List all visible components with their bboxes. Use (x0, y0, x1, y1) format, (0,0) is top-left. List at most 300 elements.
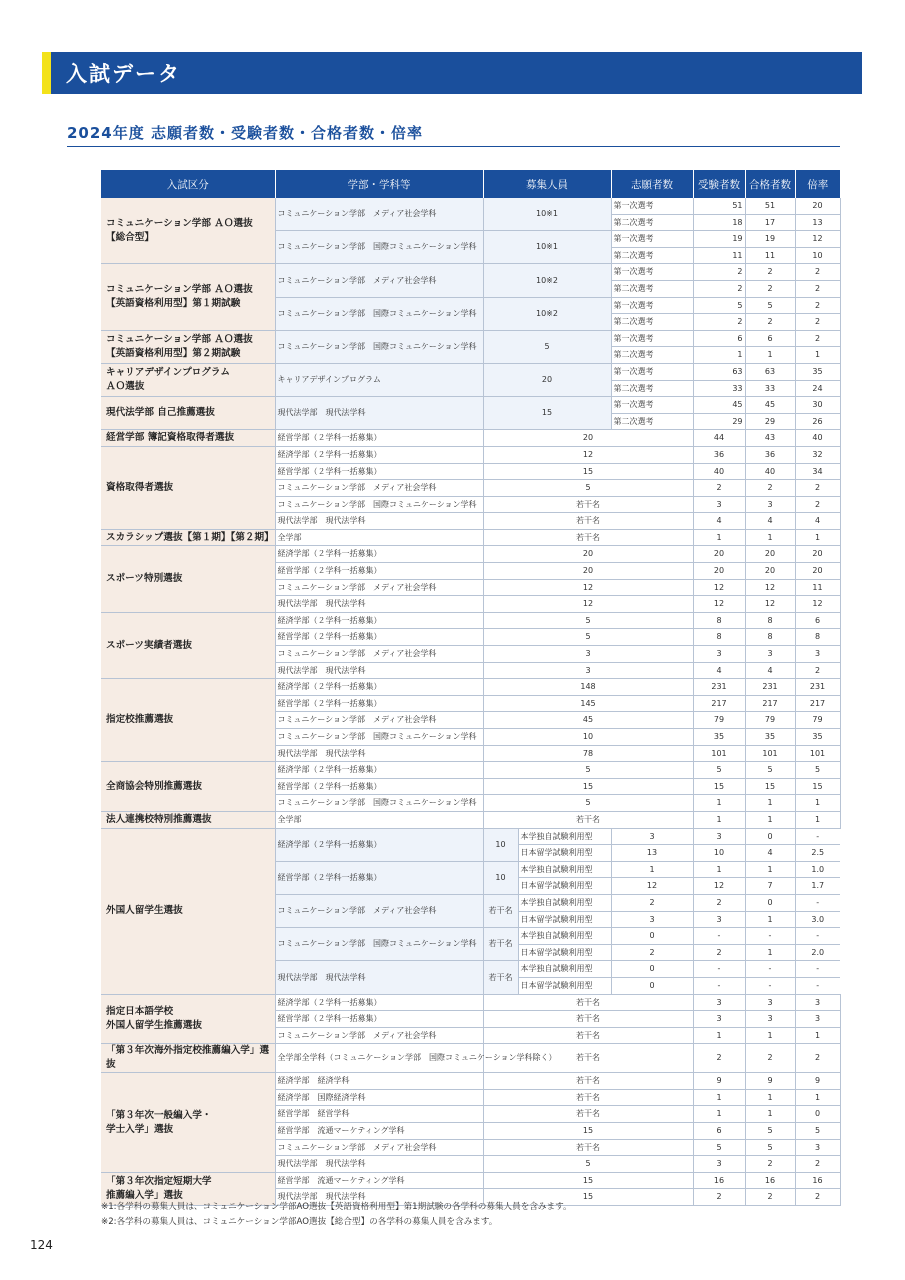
header-accent (42, 52, 51, 94)
dept-cell: 経済学部（２学科一括募集） (275, 994, 483, 1011)
capacity-cell: 若干名 (483, 1106, 693, 1123)
examinees-cell: 3 (745, 496, 795, 513)
capacity-cell: 若干名 (483, 513, 693, 530)
table-row (101, 1172, 840, 1189)
capacity-cell: 12 (483, 446, 693, 463)
dept-cell: 現代法学部 現代法学科 (275, 1189, 483, 1206)
footnote-2: ※2:各学科の募集人員は、コミュニケーション学部AO選抜【総合型】の各学科の募集人員を含みます。 (101, 1217, 498, 1227)
examinees-cell: 4 (745, 662, 795, 679)
admissions-table (101, 170, 840, 1206)
passed-cell: 24 (795, 380, 840, 397)
dept-cell: 経営学部（２学科一括募集） (275, 778, 483, 795)
applicants-cell: 8 (693, 612, 745, 629)
examinees-cell: 6 (745, 330, 795, 347)
category-label: 現代法学部 自己推薦選抜 (101, 397, 275, 430)
examinees-cell: 12 (745, 579, 795, 596)
footnotes (101, 1200, 572, 1230)
table-row (101, 762, 840, 779)
ratio-cell: - (795, 894, 840, 911)
examinees-cell: 40 (745, 463, 795, 480)
passed-cell: 35 (795, 363, 840, 380)
examinees-cell: 231 (745, 679, 795, 696)
dept-cell: 経営学部（２学科一括募集） (275, 1011, 483, 1028)
applicants-cell: 3 (693, 646, 745, 663)
passed-cell: 1 (795, 795, 840, 812)
capacity-cell: 20 (483, 430, 693, 447)
applicants-cell: 1 (693, 1027, 745, 1044)
capacity-cell: 若干名 (483, 1011, 693, 1028)
passed-cell: 15 (795, 778, 840, 795)
applicants-cell: 5 (693, 1139, 745, 1156)
examinees-cell: - (693, 977, 745, 994)
category-label: 指定日本語学校 外国人留学生推薦選抜 (101, 994, 275, 1044)
category-label: 「第３年次海外指定校推薦編入学」選抜 (101, 1044, 275, 1073)
examinees-cell: 11 (745, 247, 795, 264)
examinees-cell: 12 (745, 596, 795, 613)
ratio-cell: - (795, 928, 840, 945)
passed-cell: 9 (795, 1073, 840, 1090)
capacity-cell: 5 (483, 762, 693, 779)
examinees-cell: 101 (745, 745, 795, 762)
applicants-cell: 20 (693, 563, 745, 580)
stage-cell: 第二次選考 (611, 214, 693, 231)
capacity-cell: 10 (483, 729, 693, 746)
stage-cell: 第二次選考 (611, 280, 693, 297)
capacity-cell: 10 (483, 828, 518, 861)
dept-cell: 現代法学部 現代法学科 (275, 662, 483, 679)
table-row (101, 330, 840, 347)
section-title-rule (67, 146, 840, 147)
dept-cell: 全学部全学科（コミュニケーション学部 国際コミュニケーション学科除く） (275, 1044, 483, 1073)
dept-cell: 経営学部 経営学科 (275, 1106, 483, 1123)
capacity-cell: 5 (483, 629, 693, 646)
category-label: スカラシップ選抜【第１期】【第２期】 (101, 529, 275, 546)
passed-cell: 11 (795, 579, 840, 596)
capacity-cell: 3 (483, 646, 693, 663)
dept-cell: 経営学部（２学科一括募集） (275, 563, 483, 580)
passed-cell: 2 (795, 1044, 840, 1073)
dept-cell: 全学部 (275, 811, 483, 828)
capacity-cell: 5 (483, 612, 693, 629)
examinees-cell: 43 (745, 430, 795, 447)
examinees-cell: 2 (745, 480, 795, 497)
capacity-cell: 若干名 (483, 811, 693, 828)
applicants-cell: 16 (693, 1172, 745, 1189)
table-header-row (101, 170, 840, 198)
dept-cell: コミュニケーション学部 メディア社会学科 (275, 264, 483, 297)
applicants-cell: 3 (611, 828, 693, 845)
examinees-cell: 2 (693, 894, 745, 911)
examinees-cell: 8 (745, 629, 795, 646)
table-row (101, 828, 840, 845)
applicants-cell: 6 (693, 330, 745, 347)
dept-cell: コミュニケーション学部 国際コミュニケーション学科 (275, 729, 483, 746)
stage-cell: 第二次選考 (611, 413, 693, 430)
examinees-cell: 1 (745, 1027, 795, 1044)
capacity-cell: 若干名 (483, 1139, 693, 1156)
capacity-cell: 若干名 (483, 1044, 693, 1073)
category-label: 指定校推薦選抜 (101, 679, 275, 762)
applicants-cell: 44 (693, 430, 745, 447)
examinees-cell: 5 (745, 762, 795, 779)
applicants-cell: 36 (693, 446, 745, 463)
examinees-cell: 1 (745, 1089, 795, 1106)
examinees-cell: 79 (745, 712, 795, 729)
passed-cell: 3 (795, 646, 840, 663)
examinees-cell: 3 (693, 828, 745, 845)
capacity-cell: 5 (483, 480, 693, 497)
capacity-cell: 若干名 (483, 1027, 693, 1044)
page-number: 124 (30, 1238, 53, 1252)
capacity-cell: 15 (483, 397, 611, 430)
applicants-cell: 1 (693, 347, 745, 364)
applicants-cell: 1 (693, 1106, 745, 1123)
capacity-cell: 20 (483, 546, 693, 563)
capacity-cell: 10※1 (483, 231, 611, 264)
capacity-cell: 若干名 (483, 1089, 693, 1106)
examinees-cell: 3 (745, 646, 795, 663)
stage-cell: 第一次選考 (611, 363, 693, 380)
applicants-cell: 3 (693, 496, 745, 513)
passed-cell: 2 (795, 314, 840, 331)
col-header-ratio: 倍率 (795, 170, 840, 198)
col-header-applicants: 志願者数 (611, 170, 693, 198)
examinees-cell: 1 (745, 795, 795, 812)
applicants-cell: 18 (693, 214, 745, 231)
capacity-cell: 15 (483, 1189, 693, 1206)
page-title: 入試データ (66, 62, 181, 86)
examinees-cell: 33 (745, 380, 795, 397)
stage-cell: 第二次選考 (611, 347, 693, 364)
examinees-cell: 16 (745, 1172, 795, 1189)
table-row (101, 679, 840, 696)
passed-cell: 2 (795, 330, 840, 347)
capacity-cell: 10※2 (483, 297, 611, 330)
dept-cell: 経済学部（２学科一括募集） (275, 546, 483, 563)
examinees-cell: 12 (693, 878, 745, 895)
category-label: 外国人留学生選抜 (101, 828, 275, 994)
passed-cell: 3 (795, 1011, 840, 1028)
examinees-cell: 5 (745, 297, 795, 314)
applicants-cell: 35 (693, 729, 745, 746)
passed-cell: 1 (745, 911, 795, 928)
table-body (101, 198, 840, 1206)
dept-cell: コミュニケーション学部 メディア社会学科 (275, 579, 483, 596)
capacity-cell: 若干名 (483, 961, 518, 994)
dept-cell: 経済学部（２学科一括募集） (275, 762, 483, 779)
passed-cell: 4 (795, 513, 840, 530)
examinees-cell: 5 (745, 1123, 795, 1140)
dept-cell: 経済学部（２学科一括募集） (275, 679, 483, 696)
stage-cell: 第一次選考 (611, 198, 693, 214)
examinees-cell: 10 (693, 845, 745, 862)
applicants-cell: 3 (693, 1011, 745, 1028)
passed-cell: 20 (795, 198, 840, 214)
dept-cell: 経営学部（２学科一括募集） (275, 463, 483, 480)
table-row (101, 1044, 840, 1073)
examinees-cell: 2 (745, 264, 795, 281)
ratio-cell: 1.7 (795, 878, 840, 895)
capacity-cell: 5 (483, 1156, 693, 1173)
dept-cell: 経営学部（２学科一括募集） (275, 629, 483, 646)
examinees-cell: 2 (693, 944, 745, 961)
examinees-cell: 2 (745, 314, 795, 331)
stage-cell: 第一次選考 (611, 330, 693, 347)
examinees-cell: 20 (745, 563, 795, 580)
capacity-cell: 10 (483, 861, 518, 894)
capacity-cell: 15 (483, 778, 693, 795)
applicants-cell: 2 (693, 280, 745, 297)
examinees-cell: 9 (745, 1073, 795, 1090)
applicants-cell: 15 (693, 778, 745, 795)
dept-cell: コミュニケーション学部 メディア社会学科 (275, 1139, 483, 1156)
passed-cell: 1 (745, 861, 795, 878)
examinees-cell: 3 (745, 1011, 795, 1028)
category-label: コミュニケーション学部 ＡＯ選抜 【総合型】 (101, 198, 275, 264)
passed-cell: 32 (795, 446, 840, 463)
capacity-cell: 78 (483, 745, 693, 762)
capacity-cell: 3 (483, 662, 693, 679)
passed-cell: 8 (795, 629, 840, 646)
examinees-cell: 3 (745, 994, 795, 1011)
applicants-cell: 2 (611, 944, 693, 961)
category-label: キャリアデザインプログラム ＡＯ選抜 (101, 363, 275, 396)
examinees-cell: 1 (745, 1106, 795, 1123)
passed-cell: 1 (795, 347, 840, 364)
examinees-cell: 35 (745, 729, 795, 746)
exam-type-cell: 本学独自試験利用型 (518, 928, 611, 945)
passed-cell: 10 (795, 247, 840, 264)
capacity-cell: 20 (483, 563, 693, 580)
passed-cell: 0 (745, 894, 795, 911)
examinees-cell: 1 (745, 347, 795, 364)
examinees-cell: 45 (745, 397, 795, 414)
applicants-cell: 19 (693, 231, 745, 248)
capacity-cell: 15 (483, 1172, 693, 1189)
dept-cell: 現代法学部 現代法学科 (275, 513, 483, 530)
passed-cell: 12 (795, 231, 840, 248)
applicants-cell: 5 (693, 762, 745, 779)
applicants-cell: 33 (693, 380, 745, 397)
applicants-cell: 1 (693, 529, 745, 546)
applicants-cell: 51 (693, 198, 745, 214)
category-label: 資格取得者選抜 (101, 446, 275, 529)
capacity-cell: 15 (483, 463, 693, 480)
passed-cell: - (745, 928, 795, 945)
category-label: コミュニケーション学部 ＡＯ選抜 【英語資格利用型】第１期試験 (101, 264, 275, 330)
category-label: 「第３年次指定短期大学 推薦編入学」選抜 (101, 1172, 275, 1205)
dept-cell: キャリアデザインプログラム (275, 363, 483, 396)
applicants-cell: 1 (693, 1089, 745, 1106)
passed-cell: 4 (745, 845, 795, 862)
passed-cell: - (745, 961, 795, 978)
applicants-cell: 12 (693, 579, 745, 596)
applicants-cell: 231 (693, 679, 745, 696)
capacity-cell: 12 (483, 579, 693, 596)
dept-cell: コミュニケーション学部 国際コミュニケーション学科 (275, 297, 483, 330)
dept-cell: 現代法学部 現代法学科 (275, 961, 483, 994)
capacity-cell: 148 (483, 679, 693, 696)
dept-cell: 全学部 (275, 529, 483, 546)
ratio-cell: - (795, 828, 840, 845)
applicants-cell: 3 (693, 1156, 745, 1173)
capacity-cell: 若干名 (483, 529, 693, 546)
applicants-cell: 12 (693, 596, 745, 613)
applicants-cell: 4 (693, 513, 745, 530)
dept-cell: 経営学部（２学科一括募集） (275, 695, 483, 712)
examinees-cell: 4 (745, 513, 795, 530)
passed-cell: 2 (795, 662, 840, 679)
dept-cell: コミュニケーション学部 国際コミュニケーション学科 (275, 928, 483, 961)
applicants-cell: 29 (693, 413, 745, 430)
applicants-cell: 0 (611, 961, 693, 978)
col-header-dept: 学部・学科等 (275, 170, 483, 198)
applicants-cell: 45 (693, 397, 745, 414)
table-row (101, 546, 840, 563)
stage-cell: 第一次選考 (611, 397, 693, 414)
applicants-cell: 12 (611, 878, 693, 895)
passed-cell: 20 (795, 563, 840, 580)
dept-cell: コミュニケーション学部 国際コミュニケーション学科 (275, 231, 483, 264)
dept-cell: 経済学部（２学科一括募集） (275, 612, 483, 629)
capacity-cell: 若干名 (483, 496, 693, 513)
passed-cell: 40 (795, 430, 840, 447)
applicants-cell: 3 (611, 911, 693, 928)
applicants-cell: 2 (693, 1189, 745, 1206)
examinees-cell: 29 (745, 413, 795, 430)
category-label: 全商協会特別推薦選抜 (101, 762, 275, 812)
passed-cell: 0 (795, 1106, 840, 1123)
applicants-cell: 3 (693, 994, 745, 1011)
passed-cell: 5 (795, 1123, 840, 1140)
dept-cell: コミュニケーション学部 メディア社会学科 (275, 712, 483, 729)
category-label: コミュニケーション学部 ＡＯ選抜 【英語資格利用型】第２期試験 (101, 330, 275, 363)
passed-cell: 30 (795, 397, 840, 414)
passed-cell: 101 (795, 745, 840, 762)
dept-cell: コミュニケーション学部 メディア社会学科 (275, 198, 483, 231)
exam-type-cell: 本学独自試験利用型 (518, 828, 611, 845)
passed-cell: 79 (795, 712, 840, 729)
category-label: 「第３年次一般編入学・ 学士入学」選抜 (101, 1073, 275, 1173)
applicants-cell: 2 (693, 314, 745, 331)
ratio-cell: 3.0 (795, 911, 840, 928)
passed-cell: 7 (745, 878, 795, 895)
applicants-cell: 1 (611, 861, 693, 878)
dept-cell: 経済学部（２学科一括募集） (275, 446, 483, 463)
dept-cell: コミュニケーション学部 国際コミュニケーション学科 (275, 330, 483, 363)
dept-cell: 経営学部 流通マーケティング学科 (275, 1172, 483, 1189)
passed-cell: 1 (795, 1089, 840, 1106)
examinees-cell: 17 (745, 214, 795, 231)
ratio-cell: - (795, 977, 840, 994)
stage-cell: 第一次選考 (611, 231, 693, 248)
passed-cell: 13 (795, 214, 840, 231)
footnote-1: ※1:各学科の募集人員は、コミュニケーション学部AO選抜【英語資格利用型】第1期試験の各学科の募集人員を含みます。 (101, 1202, 572, 1212)
passed-cell: 2 (795, 1189, 840, 1206)
passed-cell: 12 (795, 596, 840, 613)
passed-cell: 35 (795, 729, 840, 746)
examinees-cell: 1 (745, 811, 795, 828)
passed-cell: 3 (795, 994, 840, 1011)
passed-cell: 2 (795, 1156, 840, 1173)
stage-cell: 第二次選考 (611, 314, 693, 331)
col-header-category: 入試区分 (101, 170, 275, 198)
passed-cell: 26 (795, 413, 840, 430)
dept-cell: 現代法学部 現代法学科 (275, 745, 483, 762)
table-row (101, 446, 840, 463)
col-header-capacity: 募集人員 (483, 170, 611, 198)
category-label: スポーツ実績者選抜 (101, 612, 275, 678)
table-row (101, 198, 840, 214)
passed-cell: 0 (745, 828, 795, 845)
passed-cell: 2 (795, 297, 840, 314)
applicants-cell: 2 (693, 1044, 745, 1073)
examinees-cell: 5 (745, 1139, 795, 1156)
exam-type-cell: 日本留学試験利用型 (518, 911, 611, 928)
passed-cell: 2 (795, 264, 840, 281)
ratio-cell: 2.5 (795, 845, 840, 862)
col-header-passed: 合格者数 (745, 170, 795, 198)
examinees-cell: 2 (745, 1156, 795, 1173)
ratio-cell: 2.0 (795, 944, 840, 961)
examinees-cell: - (693, 928, 745, 945)
applicants-cell: 11 (693, 247, 745, 264)
passed-cell: 2 (795, 480, 840, 497)
examinees-cell: 19 (745, 231, 795, 248)
exam-type-cell: 日本留学試験利用型 (518, 878, 611, 895)
dept-cell: 現代法学部 現代法学科 (275, 397, 483, 430)
applicants-cell: 40 (693, 463, 745, 480)
stage-cell: 第一次選考 (611, 264, 693, 281)
exam-type-cell: 日本留学試験利用型 (518, 845, 611, 862)
stage-cell: 第一次選考 (611, 297, 693, 314)
applicants-cell: 8 (693, 629, 745, 646)
table-row (101, 363, 840, 380)
passed-cell: 3 (795, 1139, 840, 1156)
examinees-cell: 20 (745, 546, 795, 563)
examinees-cell: 15 (745, 778, 795, 795)
dept-cell: コミュニケーション学部 メディア社会学科 (275, 894, 483, 927)
passed-cell: 2 (795, 280, 840, 297)
passed-cell: 2 (795, 496, 840, 513)
col-header-examinees: 受験者数 (693, 170, 745, 198)
examinees-cell: 2 (745, 280, 795, 297)
applicants-cell: 79 (693, 712, 745, 729)
passed-cell: 16 (795, 1172, 840, 1189)
capacity-cell: 若干名 (483, 928, 518, 961)
applicants-cell: 4 (693, 662, 745, 679)
passed-cell: 5 (795, 762, 840, 779)
examinees-cell: 2 (745, 1189, 795, 1206)
passed-cell: 20 (795, 546, 840, 563)
applicants-cell: 2 (693, 480, 745, 497)
table-row (101, 430, 840, 447)
dept-cell: 経営学部 流通マーケティング学科 (275, 1123, 483, 1140)
applicants-cell: 20 (693, 546, 745, 563)
dept-cell: 経営学部（２学科一括募集） (275, 430, 483, 447)
dept-cell: 経営学部（２学科一括募集） (275, 861, 483, 894)
applicants-cell: 101 (693, 745, 745, 762)
applicants-cell: 6 (693, 1123, 745, 1140)
passed-cell: 34 (795, 463, 840, 480)
category-label: 法人連携校特別推薦選抜 (101, 811, 275, 828)
examinees-cell: 8 (745, 612, 795, 629)
examinees-cell: 217 (745, 695, 795, 712)
capacity-cell: 145 (483, 695, 693, 712)
passed-cell: 1 (795, 529, 840, 546)
passed-cell: 6 (795, 612, 840, 629)
applicants-cell: 5 (693, 297, 745, 314)
